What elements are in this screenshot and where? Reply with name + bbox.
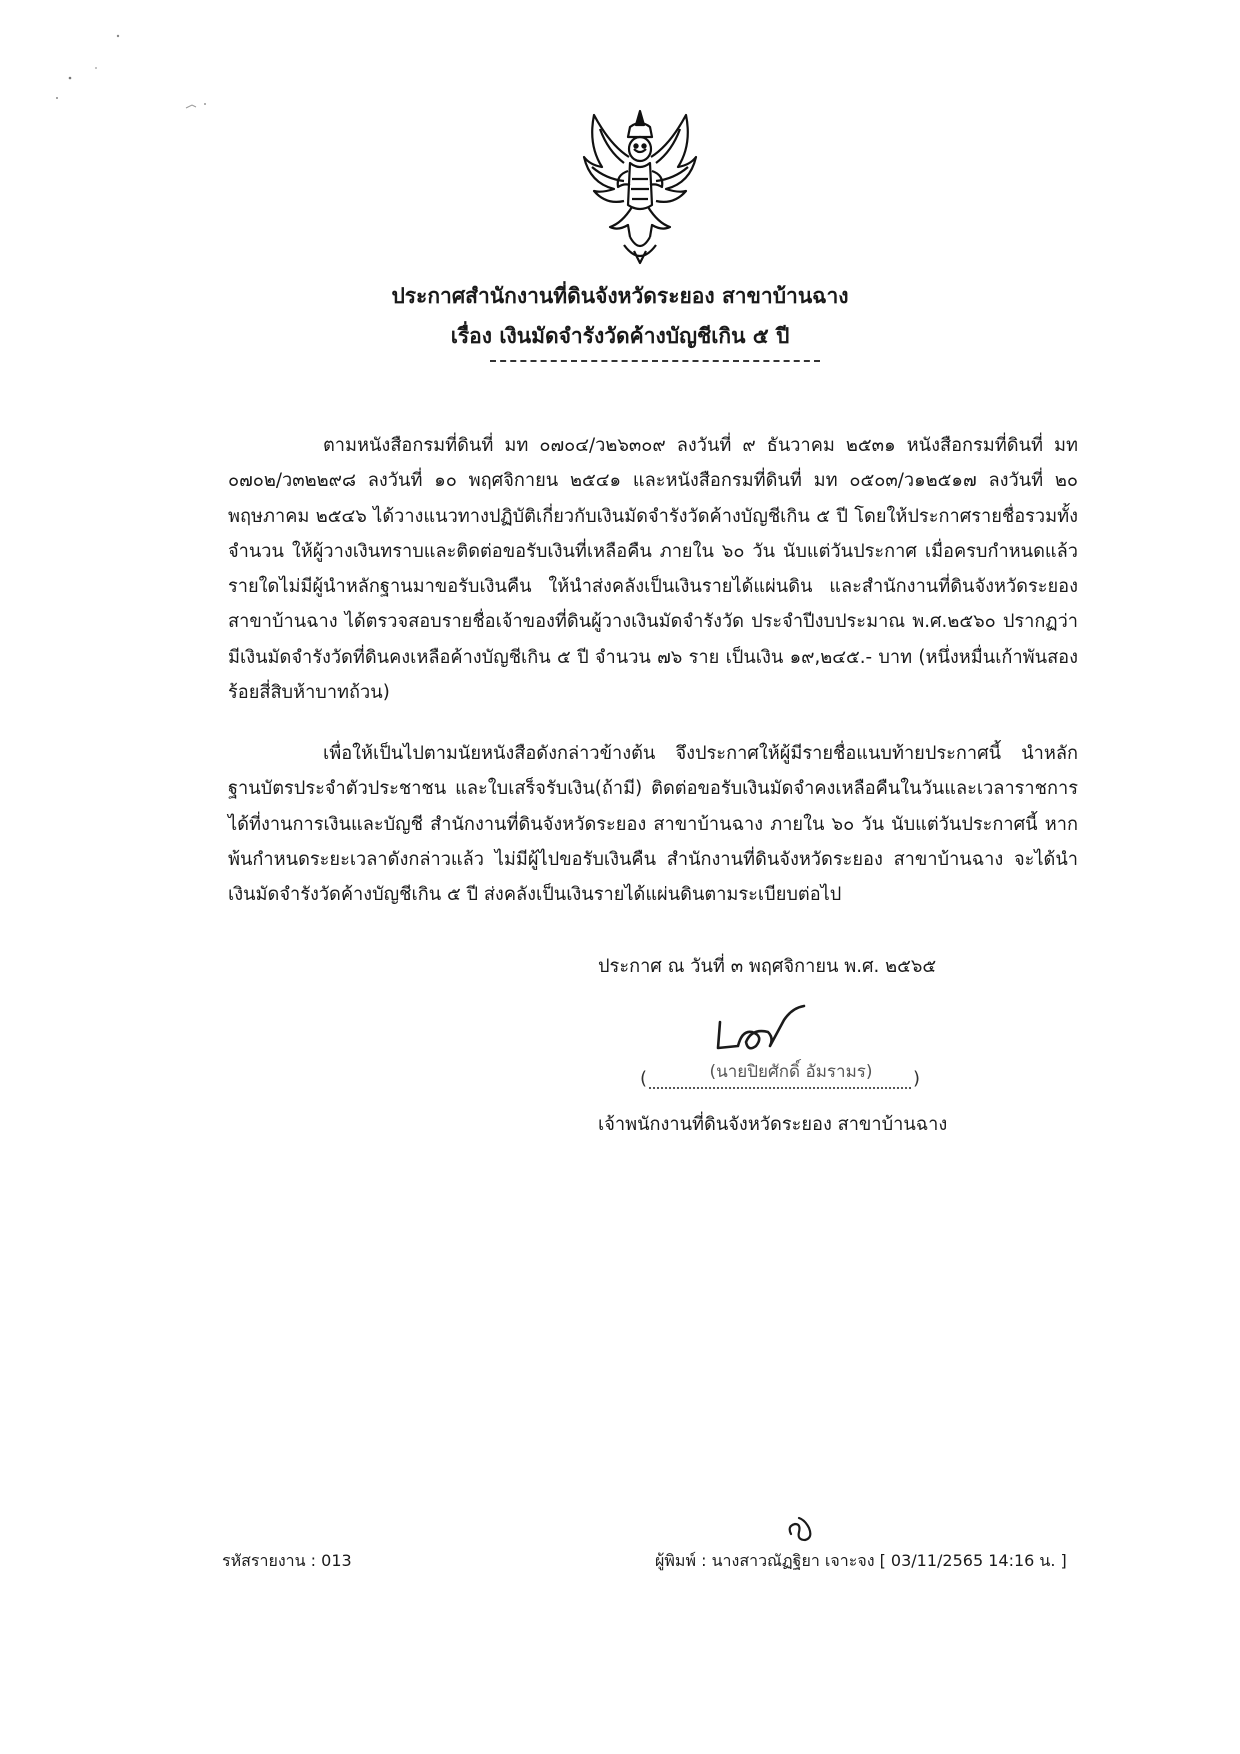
body-paragraph-2: เพื่อให้เป็นไปตามนัยหนังสือดังกล่าวข้างต้น จึงประกาศให้ผู้มีรายชื่อแนบท้ายประกาศนี้ นำหลักฐานบัตรประจำตัวประชาชน และใบเสร็จรับเงิน(ถ้ามี) ติดต่อขอรับเงินมัดจำคงเหลือคืนในวันและเวลาราชการ ได้ที่งานการเงินและบัญชี สำนักงานที่ดินจังหวัดระยอง สาขาบ้านฉาง ภายใน ๖๐ วัน นับแต่วันประกาศนี้ หากพ้นกำหนดระยะเวลาดังกล่าวแล้ว ไม่มีผู้ไปขอรับเงินคืน สำนักงานที่ดินจังหวัดระยอง สาขาบ้านฉาง จะได้นำเงินมัดจำรังวัดค้างบัญชีเกิน ๕ ปี ส่งคลังเป็นเงินรายได้แผ่นดินตามระเบียบต่อไป [228, 743, 1078, 906]
announcement-date: ประกาศ ณ วันที่ ๓ พฤศจิกายน พ.ศ. ๒๕๖๕ [598, 956, 937, 977]
title-line-2: เรื่อง เงินมัดจำรังวัดค้างบัญชีเกิน ๕ ปี [450, 324, 790, 348]
report-code: รหัสรายงาน : 013 [222, 1551, 352, 1570]
title-divider [490, 360, 820, 362]
body-paragraph-1: ตามหนังสือกรมที่ดินที่ มท ๐๗๐๔/ว๒๖๓๐๙ ลงวันที่ ๙ ธันวาคม ๒๕๓๑ หนังสือกรมที่ดินที่ มท ๐๗๐๒/ว๓๒๒๙๘ ลงวันที่ ๑๐ พฤศจิกายน ๒๕๔๑ และหนังสือกรมที่ดินที่ มท ๐๕๐๓/ว๑๒๕๑๗ ลงวันที่ ๒๐ พฤษภาคม ๒๕๔๖ ได้วางแนวทางปฏิบัติเกี่ยวกับเงินมัดจำรังวัดค้างบัญชีเกิน ๕ ปี โดยให้ประกาศรายชื่อรวมทั้งจำนวน ให้ผู้วางเงินทราบและติดต่อขอรับเงินที่เหลือคืน ภายใน ๖๐ วัน นับแต่วันประกาศ เมื่อครบกำหนดแล้ว รายใดไม่มีผู้นำหลักฐานมาขอรับเงินคืน ให้นำส่งคลังเป็นเงินรายได้แผ่นดิน และสำนักงานที่ดินจังหวัดระยอง สาขาบ้านฉาง ได้ตรวจสอบรายชื่อเจ้าของที่ดินผู้วางเงินมัดจำรังวัด ประจำปีงบประมาณ พ.ศ.๒๕๖๐ ปรากฏว่ามีเงินมัดจำรังวัดที่ดินคงเหลือค้างบัญชีเกิน ๕ ปี จำนวน ๗๖ ราย เป็นเงิน ๑๙,๒๔๕.- บาท (หนึ่งหมื่นเก้าพันสองร้อยสี่สิบห้าบาทถ้วน) [228, 435, 1078, 704]
scan-specks-icon [0, 0, 260, 140]
garuda-emblem-icon [580, 105, 700, 270]
handwritten-initial-icon [785, 1516, 817, 1546]
printer-info: ผู้พิมพ์ : นางสาวณัฏฐิยา เจาะจง [ 03/11/2565 14:16 น. ] [655, 1551, 1067, 1570]
signer-position: เจ้าพนักงานที่ดินจังหวัดระยอง สาขาบ้านฉาง [598, 1114, 948, 1135]
signer-name-line: ( ) (นายปิยศักดิ์ อัมรามร) [640, 1068, 920, 1089]
signer-name: (นายปิยศักดิ์ อัมรามร) [709, 1062, 873, 1082]
handwritten-signature-icon [708, 1000, 818, 1060]
title-line-1: ประกาศสำนักงานที่ดินจังหวัดระยอง สาขาบ้านฉาง [391, 284, 849, 308]
